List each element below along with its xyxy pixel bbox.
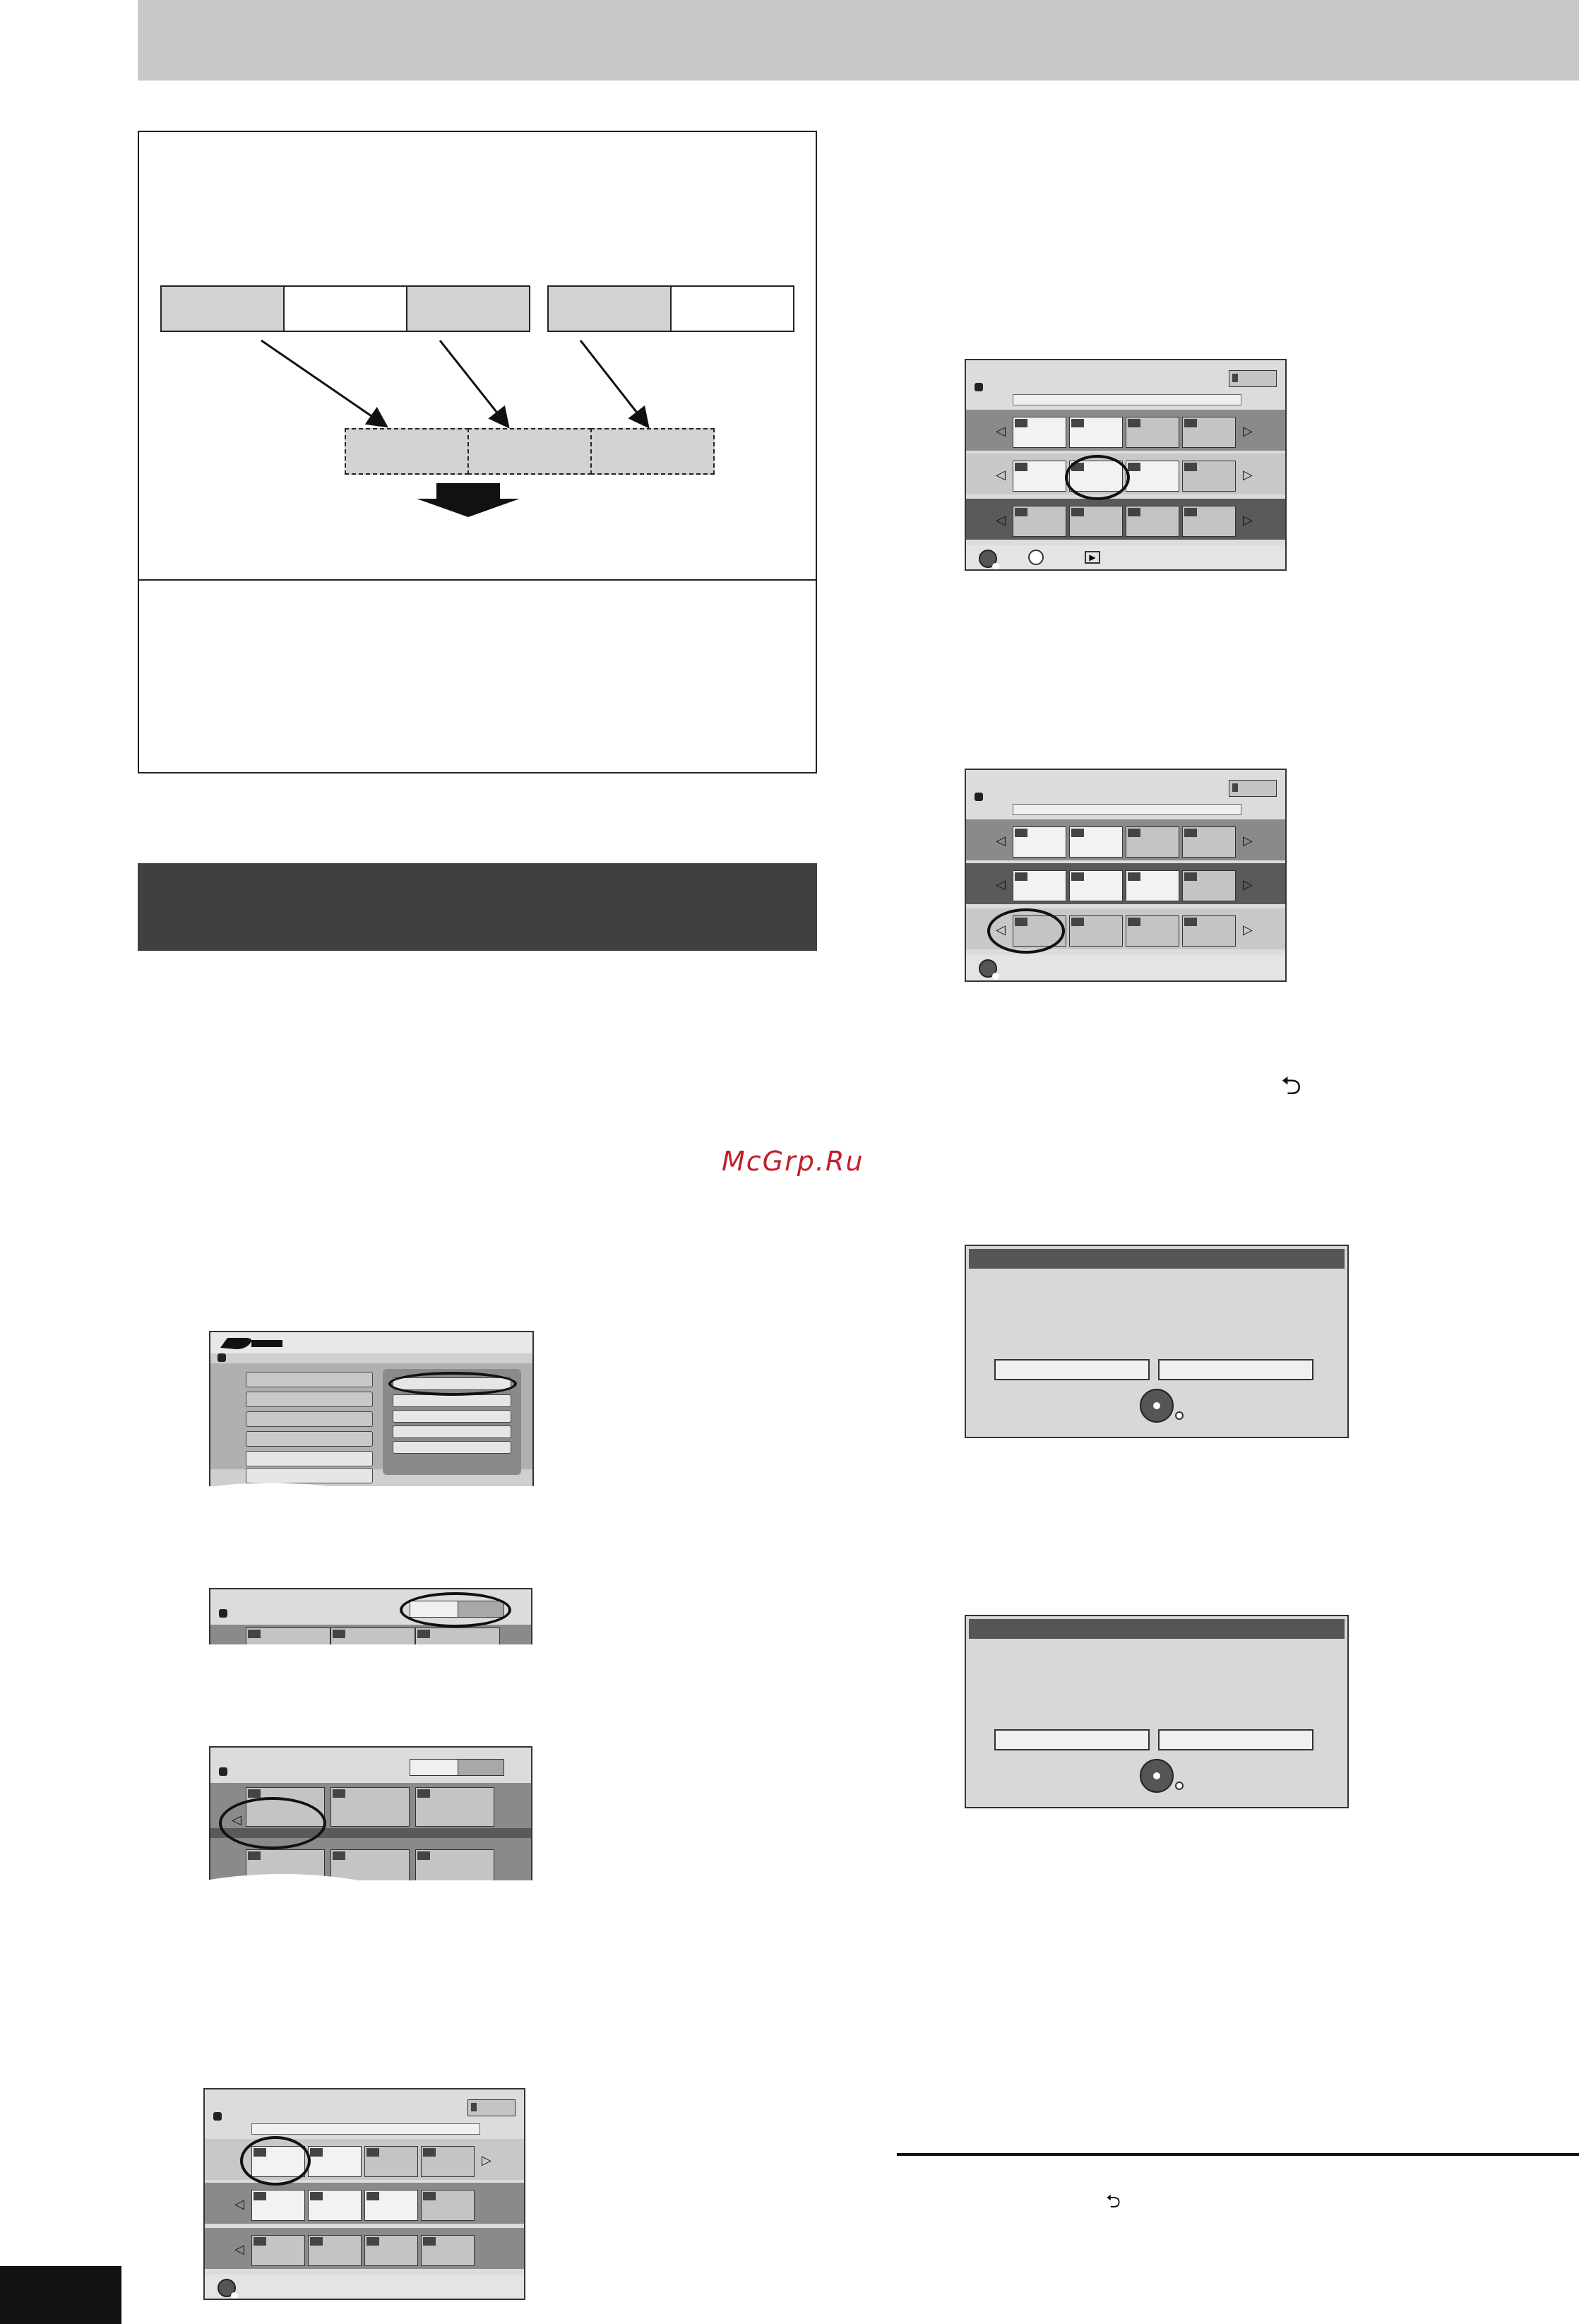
dialog-2 bbox=[965, 1615, 1349, 1808]
menu-item-2[interactable] bbox=[246, 1392, 373, 1407]
section-band bbox=[138, 863, 817, 951]
info-box-divider bbox=[138, 579, 817, 581]
highlight-ring bbox=[240, 2136, 311, 2186]
disc-icon bbox=[218, 1353, 226, 1362]
dialog-1 bbox=[965, 1245, 1349, 1438]
watermark: McGrp.Ru bbox=[722, 1146, 864, 1177]
dialog-button-left[interactable] bbox=[994, 1729, 1150, 1750]
joystick-icon bbox=[979, 550, 997, 568]
joystick-icon bbox=[979, 959, 997, 978]
return-icon: ⮌ bbox=[1281, 1072, 1301, 1101]
diga-logo bbox=[218, 1334, 288, 1353]
submenu-item-5[interactable] bbox=[393, 1441, 511, 1454]
dialog-button-left[interactable] bbox=[994, 1359, 1150, 1380]
disc-icon bbox=[975, 793, 983, 801]
down-arrow-icon bbox=[417, 483, 520, 517]
dialog-button-right[interactable] bbox=[1158, 1359, 1313, 1380]
menu-item-3[interactable] bbox=[246, 1411, 373, 1427]
playlist-segment-3 bbox=[590, 428, 715, 475]
scene-list-screen-2: ◁ ▷ ◁ ▷ ◁ ▷ ▶ bbox=[965, 359, 1287, 571]
enter-button-icon bbox=[1028, 550, 1044, 565]
disc-icon bbox=[219, 1767, 227, 1776]
scene-thumb[interactable] bbox=[251, 2190, 305, 2221]
scene-list-screen-3: ◁ ▷ ◁ ▷ ◁ ▷ bbox=[965, 769, 1287, 982]
joystick-icon bbox=[218, 2279, 236, 2297]
highlight-ring bbox=[987, 908, 1065, 954]
menu-item-1[interactable] bbox=[246, 1372, 373, 1387]
enter-button-icon bbox=[1175, 1781, 1184, 1790]
arrow-1 bbox=[261, 340, 385, 425]
disc-icon bbox=[219, 1609, 227, 1618]
left-arrow-icon[interactable]: ◁ bbox=[234, 2242, 244, 2257]
submenu-item-3[interactable] bbox=[393, 1410, 511, 1423]
play-icon: ▶ bbox=[1085, 551, 1100, 564]
submenu-item-2[interactable] bbox=[393, 1394, 511, 1407]
tab-strip-screen bbox=[209, 1588, 532, 1644]
diga-title-bar bbox=[210, 1332, 534, 1353]
dialog-title-bar bbox=[969, 1619, 1345, 1639]
footnote-rule bbox=[897, 2153, 1579, 2156]
enter-button-icon bbox=[1175, 1411, 1184, 1420]
left-arrow-icon[interactable]: ◁ bbox=[234, 2197, 244, 2212]
left-arrow-icon: ◁ bbox=[232, 1813, 242, 1827]
arrow-2 bbox=[440, 340, 507, 425]
joystick-icon bbox=[1140, 1759, 1174, 1793]
disc-icon bbox=[213, 2112, 222, 2121]
playlist-segment-2 bbox=[467, 428, 592, 475]
highlight-ring bbox=[388, 1372, 517, 1396]
submenu-item-4[interactable] bbox=[393, 1425, 511, 1438]
torn-edge bbox=[205, 1871, 544, 1899]
highlight-ring bbox=[1065, 455, 1130, 500]
menu-item-4[interactable] bbox=[246, 1431, 373, 1447]
playlist-segment-1 bbox=[345, 428, 469, 475]
dialog-button-right[interactable] bbox=[1158, 1729, 1313, 1750]
scene-thumb[interactable] bbox=[308, 2190, 362, 2221]
right-arrow-icon[interactable]: ▷ bbox=[482, 2153, 491, 2168]
dialog-title-bar bbox=[969, 1249, 1345, 1269]
scene-thumb[interactable] bbox=[421, 2146, 475, 2177]
scene-thumb[interactable] bbox=[308, 2146, 362, 2177]
highlight-ring bbox=[219, 1797, 326, 1849]
disc-icon bbox=[975, 383, 983, 391]
scene-thumb[interactable] bbox=[421, 2190, 475, 2221]
joystick-icon bbox=[1140, 1389, 1174, 1423]
page-number-tab bbox=[0, 2266, 121, 2324]
highlight-ring bbox=[400, 1592, 511, 1628]
scene-thumb[interactable] bbox=[364, 2190, 418, 2221]
scene-list-screen-1 bbox=[203, 2088, 525, 2300]
scene-thumb[interactable] bbox=[364, 2146, 418, 2177]
torn-edge bbox=[205, 1481, 544, 1509]
menu-item-5[interactable] bbox=[246, 1451, 373, 1466]
return-icon: ⮌ bbox=[1106, 2191, 1121, 2212]
arrow-3 bbox=[580, 340, 647, 425]
diga-menu-screen bbox=[209, 1331, 534, 1486]
playlist-select-screen bbox=[209, 1746, 532, 1880]
